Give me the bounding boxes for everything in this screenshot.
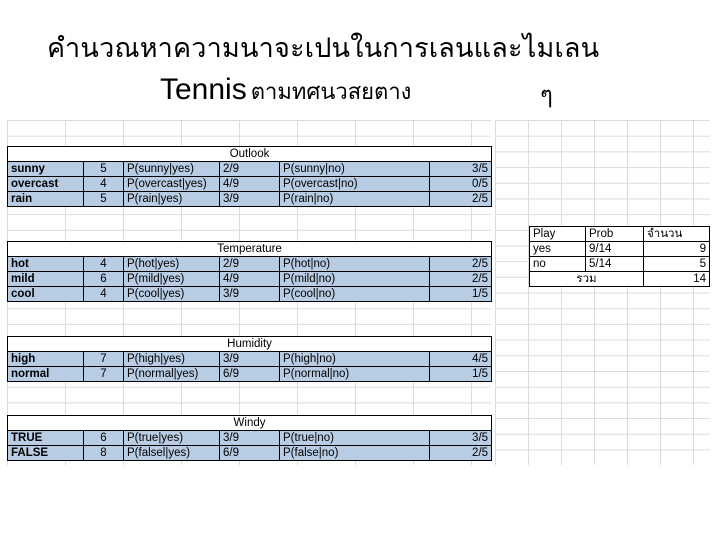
table-row bbox=[530, 242, 710, 257]
attr-value: high bbox=[8, 352, 84, 367]
attr-count: 4 bbox=[84, 177, 124, 192]
p-yes-label: P(cool|yes) bbox=[124, 287, 220, 302]
p-yes-value: 4/9 bbox=[220, 272, 280, 287]
p-no-label: P(rain|no) bbox=[280, 192, 430, 207]
p-no-value: 1/5 bbox=[430, 367, 492, 382]
spreadsheet-background-right bbox=[495, 120, 710, 465]
attr-count: 6 bbox=[84, 431, 124, 446]
attr-count: 8 bbox=[84, 446, 124, 461]
p-no-label: P(cool|no) bbox=[280, 287, 430, 302]
section-header: Windy bbox=[8, 416, 492, 431]
table-row bbox=[8, 192, 492, 207]
p-yes-value: 3/9 bbox=[220, 287, 280, 302]
p-yes-value: 3/9 bbox=[220, 431, 280, 446]
p-yes-value: 4/9 bbox=[220, 177, 280, 192]
table-header-row bbox=[530, 227, 710, 242]
p-no-label: P(true|no) bbox=[280, 431, 430, 446]
outlook-table bbox=[7, 146, 492, 207]
table-row bbox=[8, 431, 492, 446]
attr-value: mild bbox=[8, 272, 84, 287]
table-row bbox=[8, 272, 492, 287]
p-yes-value: 6/9 bbox=[220, 367, 280, 382]
attr-count: 4 bbox=[84, 287, 124, 302]
play-prob: 5/14 bbox=[586, 257, 644, 272]
p-yes-label: P(normal|yes) bbox=[124, 367, 220, 382]
p-yes-label: P(mild|yes) bbox=[124, 272, 220, 287]
temperature-table bbox=[7, 241, 492, 302]
p-yes-label: P(overcast|yes) bbox=[124, 177, 220, 192]
slide-title: คำนวณหาความนาจะเปนในการเลนและไมเลน bbox=[47, 33, 600, 64]
attr-count: 6 bbox=[84, 272, 124, 287]
column-header-play: Play bbox=[530, 227, 586, 242]
attr-count: 5 bbox=[84, 162, 124, 177]
p-no-value: 3/5 bbox=[430, 162, 492, 177]
table-row bbox=[8, 177, 492, 192]
table-total-row bbox=[530, 272, 710, 287]
attr-value: overcast bbox=[8, 177, 84, 192]
play-label: no bbox=[530, 257, 586, 272]
attr-count: 5 bbox=[84, 192, 124, 207]
p-yes-label: P(rain|yes) bbox=[124, 192, 220, 207]
p-no-label: P(mild|no) bbox=[280, 272, 430, 287]
p-no-value: 2/5 bbox=[430, 257, 492, 272]
table-row bbox=[530, 257, 710, 272]
p-yes-value: 3/9 bbox=[220, 352, 280, 367]
attr-value: FALSE bbox=[8, 446, 84, 461]
p-yes-label: P(true|yes) bbox=[124, 431, 220, 446]
table-row bbox=[8, 367, 492, 382]
subtitle-thai: ตามทศนวสยตาง bbox=[250, 80, 412, 105]
column-header-count: จำนวน bbox=[644, 227, 710, 242]
p-no-value: 1/5 bbox=[430, 287, 492, 302]
p-no-label: P(normal|no) bbox=[280, 367, 430, 382]
play-table bbox=[529, 226, 710, 287]
section-header: Humidity bbox=[8, 337, 492, 352]
p-yes-value: 3/9 bbox=[220, 192, 280, 207]
column-header-prob: Prob bbox=[586, 227, 644, 242]
play-label: yes bbox=[530, 242, 586, 257]
section-header: Temperature bbox=[8, 242, 492, 257]
play-count: 5 bbox=[644, 257, 710, 272]
attr-count: 4 bbox=[84, 257, 124, 272]
attr-value: cool bbox=[8, 287, 84, 302]
p-yes-label: P(sunny|yes) bbox=[124, 162, 220, 177]
p-yes-value: 6/9 bbox=[220, 446, 280, 461]
total-label: รวม bbox=[530, 272, 644, 287]
subtitle-english: Tennis bbox=[160, 73, 247, 106]
p-yes-label: P(high|yes) bbox=[124, 352, 220, 367]
p-no-value: 3/5 bbox=[430, 431, 492, 446]
section-header: Outlook bbox=[8, 147, 492, 162]
p-yes-value: 2/9 bbox=[220, 162, 280, 177]
table-row bbox=[8, 446, 492, 461]
total-count: 14 bbox=[644, 272, 710, 287]
p-no-label: P(high|no) bbox=[280, 352, 430, 367]
table-row bbox=[8, 352, 492, 367]
attr-count: 7 bbox=[84, 367, 124, 382]
play-count: 9 bbox=[644, 242, 710, 257]
table-row bbox=[8, 162, 492, 177]
slide-subtitle bbox=[160, 73, 553, 109]
attr-value: sunny bbox=[8, 162, 84, 177]
p-no-value: 2/5 bbox=[430, 446, 492, 461]
attr-value: normal bbox=[8, 367, 84, 382]
humidity-table bbox=[7, 336, 492, 382]
subtitle-repetition-mark: ๆ bbox=[540, 81, 553, 109]
p-no-label: P(hot|no) bbox=[280, 257, 430, 272]
attr-value: hot bbox=[8, 257, 84, 272]
p-yes-label: P(hot|yes) bbox=[124, 257, 220, 272]
p-yes-label: P(falsel|yes) bbox=[124, 446, 220, 461]
attr-value: rain bbox=[8, 192, 84, 207]
p-yes-value: 2/9 bbox=[220, 257, 280, 272]
p-no-label: P(sunny|no) bbox=[280, 162, 430, 177]
windy-table bbox=[7, 415, 492, 461]
p-no-label: P(overcast|no) bbox=[280, 177, 430, 192]
p-no-value: 4/5 bbox=[430, 352, 492, 367]
table-row bbox=[8, 257, 492, 272]
attr-value: TRUE bbox=[8, 431, 84, 446]
p-no-value: 2/5 bbox=[430, 192, 492, 207]
attr-count: 7 bbox=[84, 352, 124, 367]
p-no-value: 2/5 bbox=[430, 272, 492, 287]
p-no-label: P(false|no) bbox=[280, 446, 430, 461]
p-no-value: 0/5 bbox=[430, 177, 492, 192]
play-prob: 9/14 bbox=[586, 242, 644, 257]
table-row bbox=[8, 287, 492, 302]
